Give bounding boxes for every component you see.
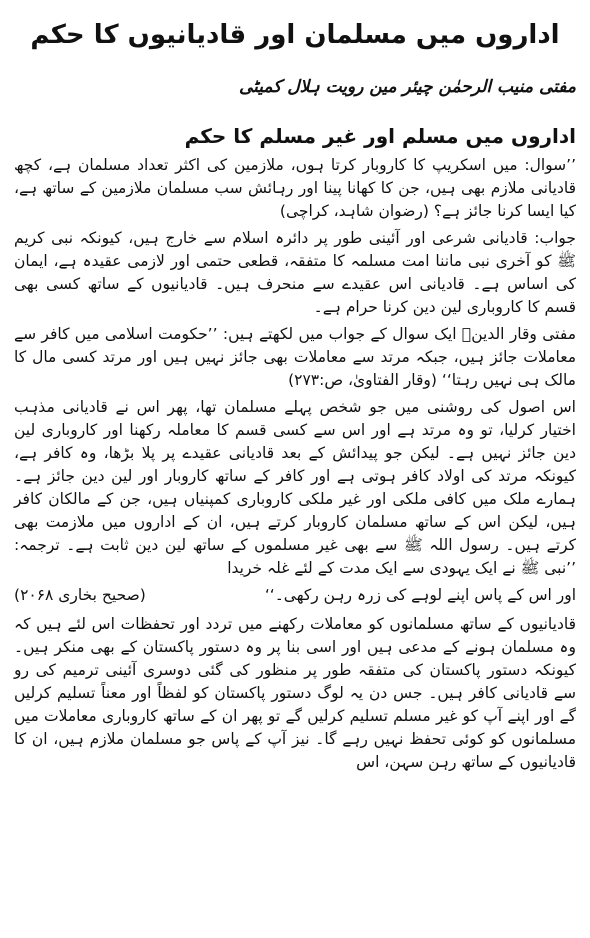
author-byline: مفتی منیب الرحمٰن چیئر مین رویت ہلال کمیٹی [238,77,576,97]
question-paragraph: ’’سوال: میں اسکریپ کا کاروبار کرتا ہوں، ملازمین کی اکثر تعداد مسلمان ہے، کچھ قادیانی ملازم بھی ہیں، جن کا کھانا پینا اور رہائش سب مسلمان ملازمین کے ساتھ ہے، کیا ایسا کرنا جائز ہے؟ (رضوان شاہد، کراچی) [14,156,576,220]
section-heading: اداروں میں مسلم اور غیر مسلم کا حکم [184,124,576,148]
answer-paragraph-3: اس اصول کی روشنی میں جو شخص پہلے مسلمان تھا، پھر اس نے قادیانی مذہب اختیار کرلیا، تو وہ مرتد ہے اور اس سے کسی قسم کا معاملہ رکھنا اور کاروباری لین دین جائز نہیں ہے۔ لیکن جو پیدائش کے بعد قادیانی عقیدے پر پلا بڑھا، وہ کافر ہے، کیونکہ مرتد کی اولاد کافر ہوتی ہے اور کافر کے ساتھ کاروبار اور لین دین جائز ہے۔ ہمارے ملک میں کافی ملکی اور غیر ملکی کاروباری کمپنیاں ہیں، جن کے مالکان کافر ہیں، لیکن اس کے ساتھ مسلمان کاروبار کرتے ہیں، ان کے اداروں میں ملازمت بھی کرتے ہیں۔ رسول اللہ ﷺ سے بھی غیر مسلموں کے ساتھ لین دین ثابت ہے۔ ترجمہ: ’’نبی ﷺ نے ایک یہودی سے ایک مدت کے لئے غلہ خریدا [14,398,576,577]
answer-paragraph-1: جواب: قادیانی شرعی اور آئینی طور پر دائرہ اسلام سے خارج ہیں، کیونکہ نبی کریم ﷺ کو آخری نبی ماننا امت مسلمہ کا متفقہ، قطعی حتمی اور لازمی عقیدہ ہے، ایمان کی اساس ہے۔ قادیانی اس عقیدے سے منحرف ہیں۔ قادیانیوں کے ساتھ کسی بھی قسم کا کاروباری لین دین کرنا حرام ہے۔ [14,229,576,316]
quote-end-text: اور اس کے پاس اپنے لوہے کی زرہ رہن رکھی۔‘‘ [264,586,576,604]
answer-paragraph-4: قادیانیوں کے ساتھ مسلمانوں کو معاملات رکھنے میں تردد اور تحفظات اس لئے ہیں کہ وہ مسلمان ہونے کے مدعی ہیں اور اسی بنا پر وہ دستور پاکستان کے بھی منکر ہیں۔ کیونکہ دستور پاکستان کی متفقہ طور پر منظور کی گئی دوسری آئینی ترمیم کی رو سے قادیانی کافر ہیں۔ جس دن یہ لوگ دستور پاکستان کو لفظاً اور معناً تسلیم کرلیں گے اور اپنے آپ کو غیر مسلم تسلیم کرلیں گے تو پھر ان کے ساتھ کاروباری معاملات میں مسلمانوں کو کوئی تحفظ نہیں رہے گا۔ نیز آپ کے پاس جو مسلمان ملازم ہیں، ان کا قادیانیوں کے ساتھ رہن سہن، اس [14,615,576,771]
answer-paragraph-2: مفتی وقار الدینؒ ایک سوال کے جواب میں لکھتے ہیں: ’’حکومت اسلامی میں کافر سے معاملات جائز ہیں، جبکہ مرتد سے معاملات بھی جائز نہیں ہیں اور مرتد کسی مال کا مالک ہی نہیں رہتا‘‘ (وقار الفتاویٰ، ص:۲۷۳) [14,325,576,389]
quote-closing-line [14,584,576,607]
article-title: اداروں میں مسلمان اور قادیانیوں کا حکم [30,20,560,50]
article-page [0,18,590,938]
quote-reference: (صحیح بخاری ۲۰۶۸) [14,586,146,604]
